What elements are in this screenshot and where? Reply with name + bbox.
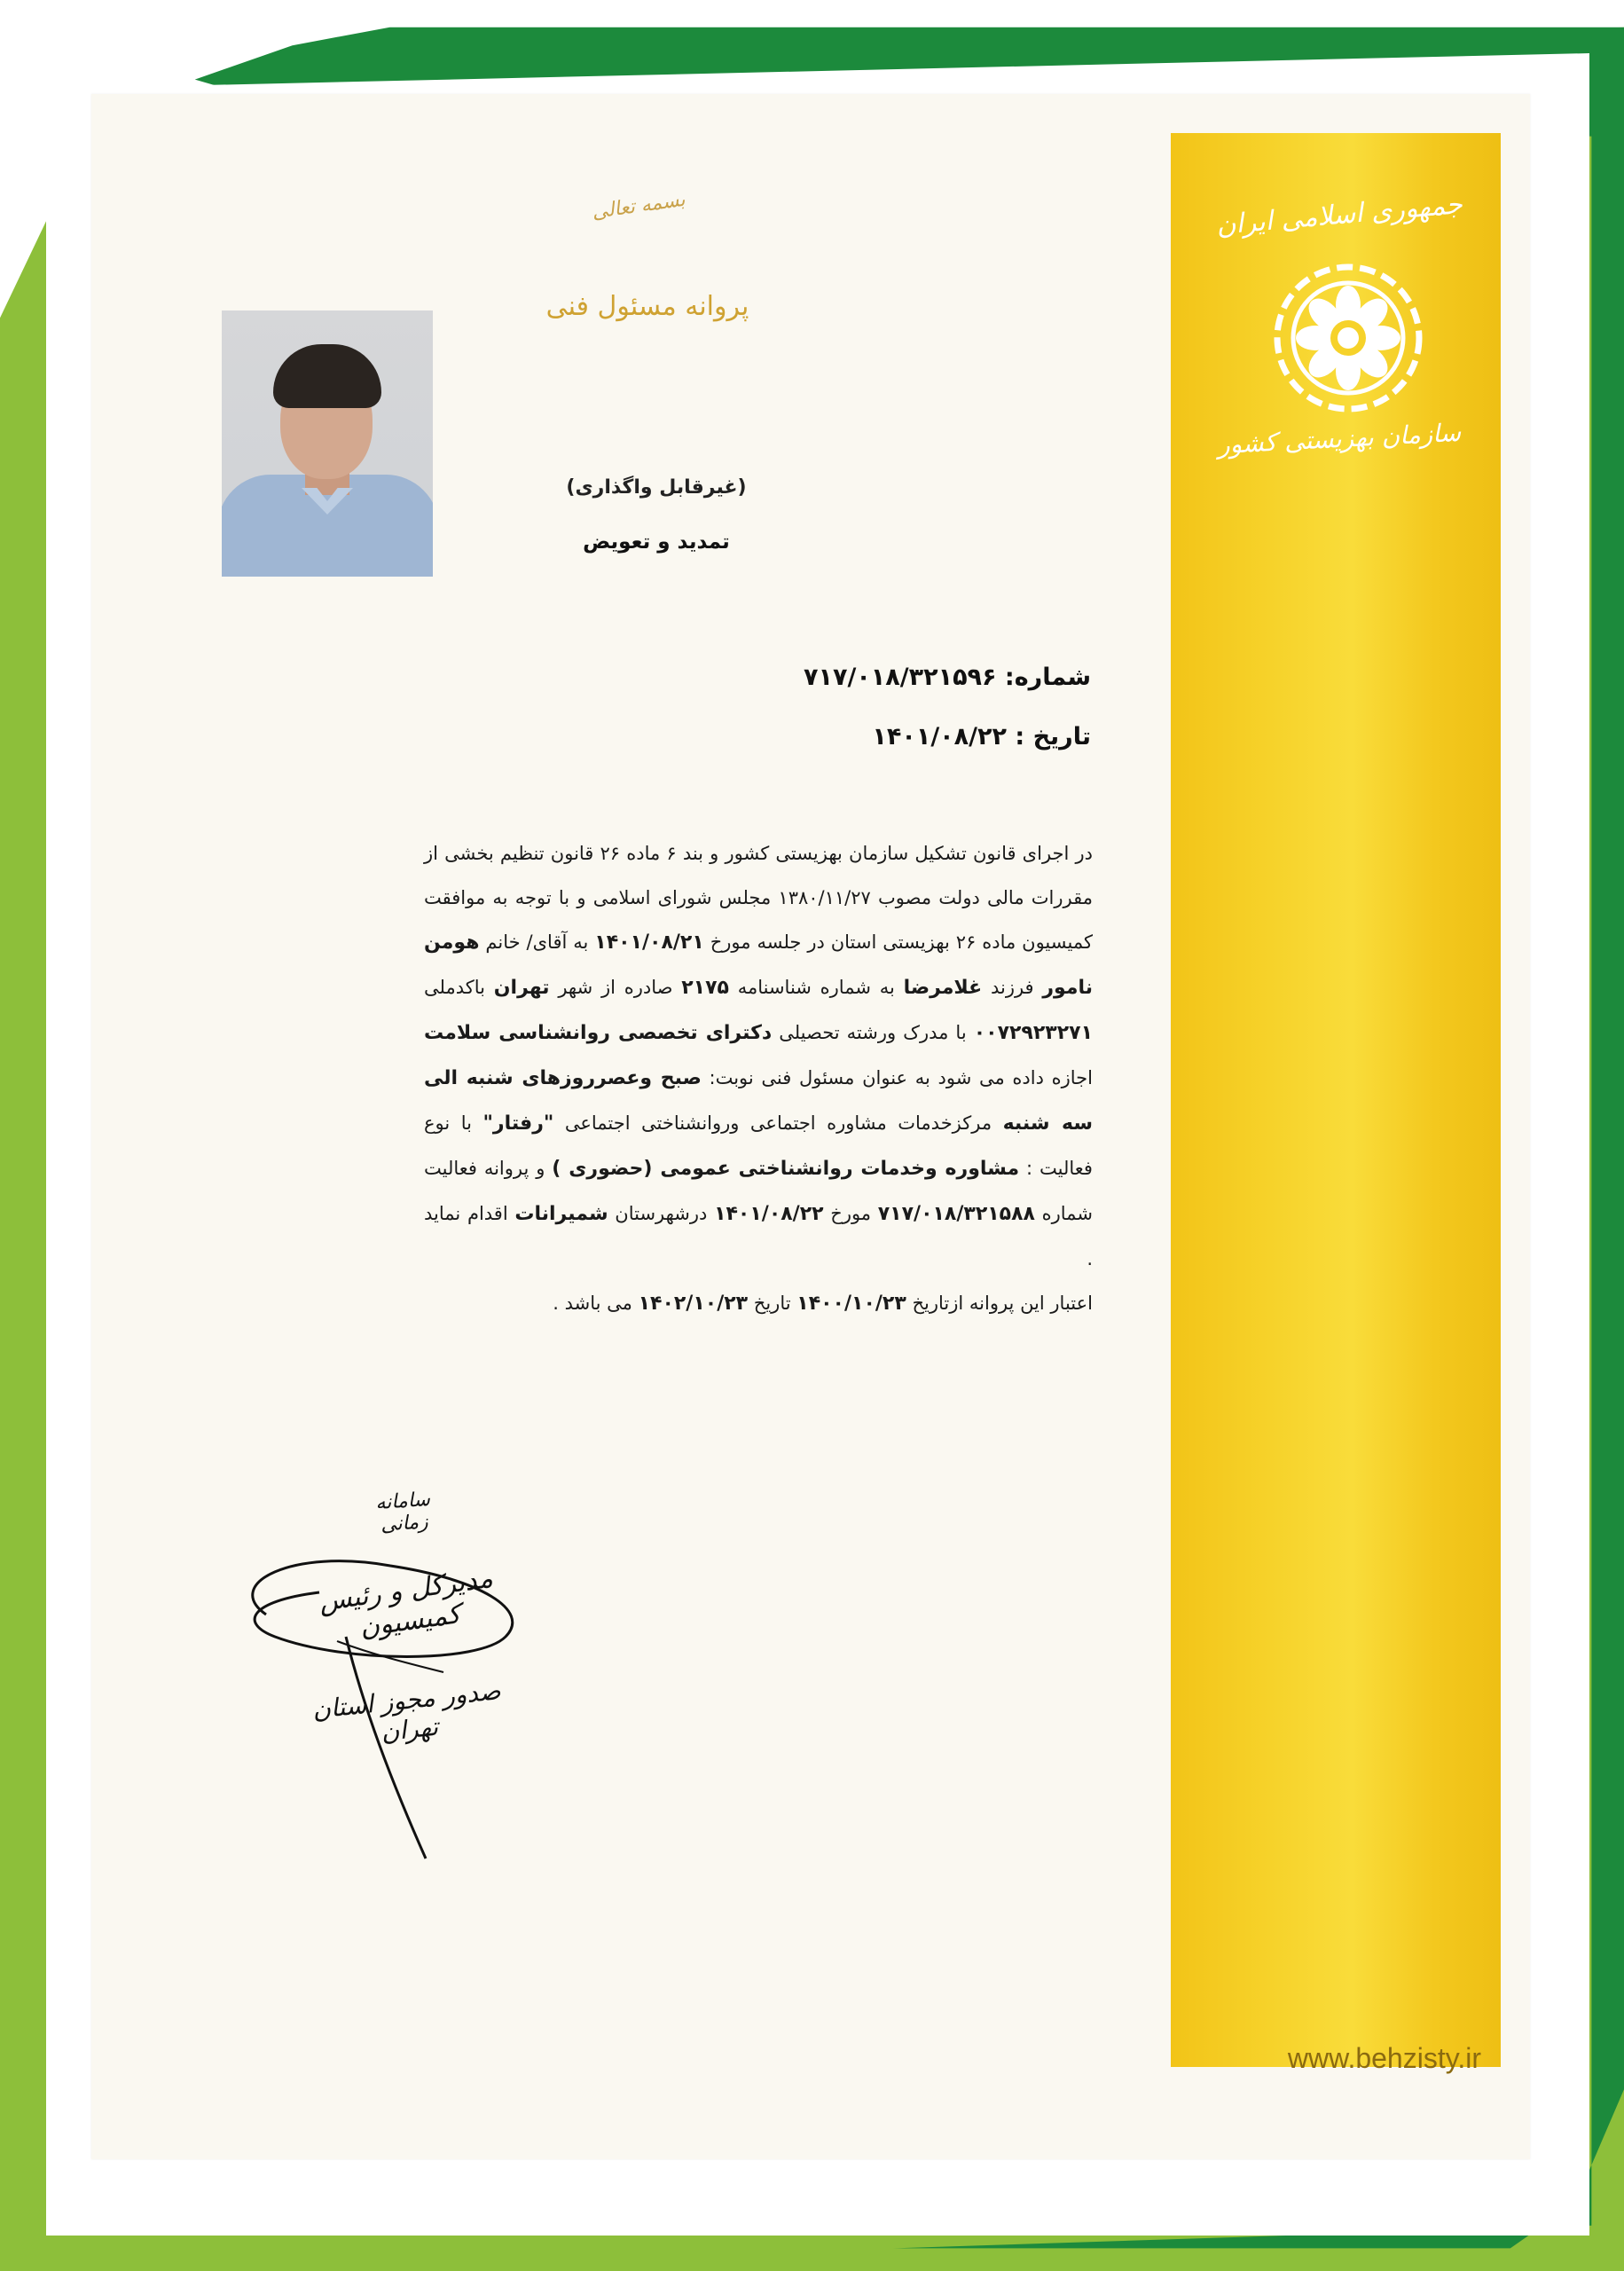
city: تهران — [493, 977, 550, 999]
body-p2: به آقای/ خانم — [485, 931, 589, 953]
valid-from: ۱۴۰۰/۱۰/۲۳ — [796, 1293, 906, 1315]
date-label: تاریخ : — [1015, 723, 1091, 750]
body-p1: در اجرای قانون تشکیل سازمان بهزیستی کشور و بند ۶ ماده ۲۶ قانون تنظیم بخشی از مقررات مالی دولت مصوب ۱۳۸۰/۱۱/۲۷ مجلس شورای اسلامی و با توجه به موافقت کمیسیون ماده ۲۶ بهزیستی استان در جلسه مورخ — [424, 843, 1093, 953]
body-p9: مرکزخدمات مشاوره اجتماعی وروانشناختی اجتماعی — [564, 1112, 992, 1134]
signer-title-line1: مدیرکل و رئیس کمیسیون — [317, 1562, 495, 1644]
national-code: ۰۰۷۲۹۲۳۲۷۱ — [973, 1022, 1093, 1044]
body-p17: می باشد . — [553, 1293, 632, 1314]
license-number: ۷۱۷/۰۱۸/۳۲۱۵۸۸ — [877, 1203, 1035, 1225]
body-p11: و پروانه فعالیت شماره — [424, 1158, 1093, 1224]
date-value: ۱۴۰۱/۰۸/۲۲ — [872, 723, 1007, 750]
id-number: ۲۱۷۵ — [681, 977, 729, 999]
person-name: هومن نامور — [424, 931, 1093, 999]
number-value: ۷۱۷/۰۱۸/۳۲۱۵۹۶ — [804, 664, 997, 691]
body-p12: مورخ — [830, 1203, 872, 1224]
body-p3: فرزند — [990, 977, 1034, 998]
body-p13: درشهرستان — [615, 1203, 708, 1224]
activity-type: مشاوره وخدمات روانشناختی عمومی (حضوری ) — [552, 1158, 1020, 1180]
meeting-date: ۱۴۰۱/۰۸/۲۱ — [594, 931, 704, 954]
degree: دکترای تخصصی روانشناسی سلامت — [424, 1022, 773, 1044]
non-transferable-note: (غیرقابل واگذاری) — [566, 476, 747, 499]
valid-to: ۱۴۰۲/۱۰/۲۳ — [638, 1293, 749, 1315]
father-name: غلامرضا — [903, 977, 983, 999]
number-label: شماره: — [1004, 664, 1091, 691]
body-p5: صادره از شهر — [558, 977, 673, 998]
holder-photo — [222, 310, 433, 577]
strip-top-title: جمهوری اسلامی ایران — [1214, 188, 1464, 242]
body-p6: باکدملی — [424, 977, 485, 998]
license-body — [424, 831, 1093, 1326]
shift: صبح وعصرروزهای شنبه الی سه شنبه — [424, 1067, 1093, 1135]
strip-org-name: سازمان بهزیستی کشور — [1217, 417, 1462, 460]
signer-title-line2: صدور مجوز استان تهران — [310, 1676, 502, 1748]
number-line — [710, 664, 1091, 691]
body-p10: با نوع فعالیت : — [424, 1112, 1093, 1179]
license-date: ۱۴۰۱/۰۸/۲۲ — [714, 1203, 824, 1225]
stamp-label: سامانه زمانی — [374, 1488, 431, 1536]
website-url[interactable]: www.behzisty.ir — [1287, 2042, 1481, 2074]
body-p16: تاریخ — [753, 1293, 791, 1314]
invocation-text: بسمه تعالی — [590, 188, 687, 224]
behzisti-flower-emblem-icon — [1273, 263, 1424, 413]
body-p8: اجازه داده می شود به عنوان مسئول فنی نوبت: — [709, 1067, 1093, 1088]
body-p7: با مدرک ورشته تحصیلی — [779, 1022, 967, 1043]
body-p4: به شماره شناسنامه — [737, 977, 895, 998]
date-line — [710, 723, 1091, 750]
center-name: "رفتار" — [482, 1112, 554, 1135]
document-title: پروانه مسئول فنی — [545, 291, 749, 322]
county: شمیرانات — [514, 1203, 608, 1225]
body-p14: اقدام نماید . — [424, 1203, 1093, 1269]
body-p15: اعتبار این پروانه ازتاریخ — [912, 1293, 1093, 1314]
renewal-note: تمدید و تعویض — [583, 530, 730, 554]
